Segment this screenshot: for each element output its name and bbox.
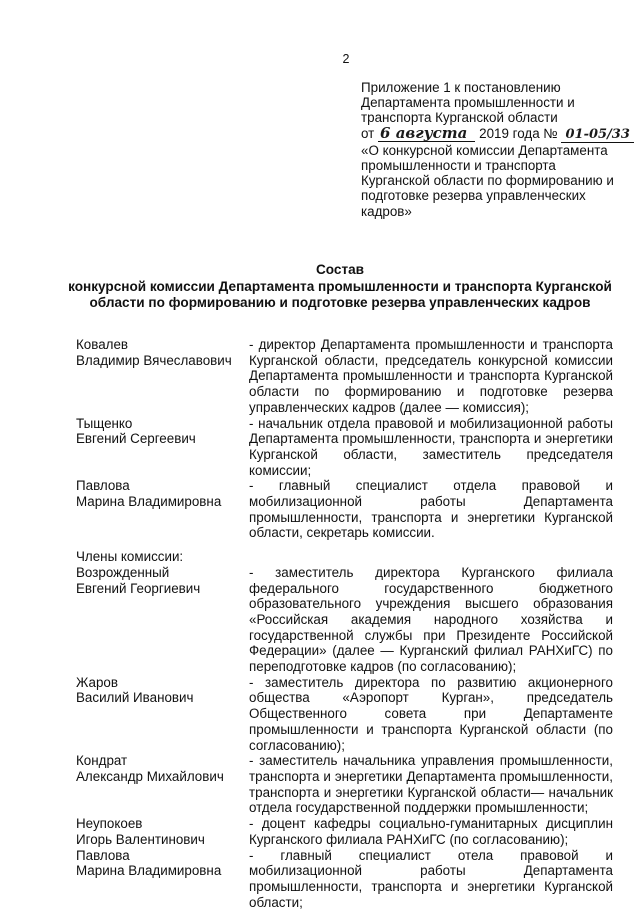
member-role: - начальник отдела правовой и мобилизационной работы Департамента промышленности, транспорта и энергетики Курганской области, заместитель председателя комиссии; [249,416,613,479]
member-surname: Жаров [76,675,249,691]
header-subject-line: подготовке резерва управленческих [361,188,621,203]
member-role: - главный специалист отдела правовой и мобилизационной работы Департамента промышленности, транспорта и энергетики Курганской области, секретарь комиссии. [249,478,613,541]
title-line: Состав [60,262,620,279]
member-name [76,478,249,541]
member-role: - главный специалист отела правовой и мобилизационной работы Департамента промышленности, транспорта и энергетики Курганской области; [249,848,613,910]
list-item [76,337,616,416]
member-name [76,337,249,416]
handwritten-number: 01-05/33 [561,127,633,143]
member-surname: Неупокоев [76,816,249,832]
member-given-name: Александр Михайлович [76,769,249,785]
member-surname: Ковалев [76,337,249,353]
header-subject-line: промышленности и транспорта [361,158,621,173]
header-line: транспорта Курганской области [361,110,621,125]
list-item [76,816,616,847]
member-name [76,753,249,816]
appendix-header [361,80,621,219]
year-text: 2019 года № [479,126,558,141]
from-label: от [361,126,374,141]
member-given-name: Евгений Сергеевич [76,431,249,447]
header-subject-line: кадров» [361,204,621,219]
member-role: - заместитель директора Курганского филиала федерального государственного бюджетного образовательного учреждения высшего образования «Российская академия народного хозяйства и государственной службы при Президенте Российской Федерации» (далее — Курганский филиал РАНХиГС) по переподготовке кадров (по согласованию); [249,565,613,675]
list-item [76,848,616,910]
title-line: области по формированию и подготовке резерва управленческих кадров [60,295,620,312]
list-item [76,753,616,816]
handwritten-date: 6 августа [378,126,475,142]
member-name [76,416,249,479]
page-number: 2 [336,52,356,66]
member-role: - заместитель начальника управления промышленности, транспорта и энергетики Департамента промышленности, транспорта и энергетики Курганской области— начальник отдела государственной поддержки промышленности; [249,753,613,816]
member-given-name: Игорь Валентинович [76,832,249,848]
member-surname: Возрожденный [76,565,249,581]
title-line: конкурсной комиссии Департамента промышленности и транспорта Курганской [60,279,620,296]
member-surname: Тыщенко [76,416,249,432]
document-title [60,262,620,312]
member-name [76,675,249,754]
commission-list [76,337,616,910]
member-given-name: Марина Владимировна [76,494,249,510]
list-item [76,675,616,754]
member-given-name: Марина Владимировна [76,863,249,879]
member-role: - доцент кафедры социально-гуманитарных дисциплин Курганского филиала РАНХиГС (по согласованию); [249,816,613,847]
member-given-name: Владимир Вячеславович [76,353,249,369]
member-surname: Павлова [76,848,249,864]
header-subject-line: Курганской области по формированию и [361,173,621,188]
member-name [76,816,249,847]
header-line: Департамента промышленности и [361,95,621,110]
list-item [76,416,616,479]
header-line: Приложение 1 к постановлению [361,80,621,95]
member-role: - директор Департамента промышленности и транспорта Курганской области, председатель конкурсной комиссии Департамента промышленности и транспорта Курганской области по формированию и подготовке резерва управленческих кадров (далее — комиссия); [249,337,613,416]
header-subject-line: «О конкурсной комиссии Департамента [361,143,621,158]
members-heading: Члены комиссии: [76,549,616,565]
member-given-name: Евгений Георгиевич [76,581,249,597]
header-date-line [361,126,621,143]
member-surname: Павлова [76,478,249,494]
list-item [76,478,616,541]
member-surname: Кондрат [76,753,249,769]
member-name [76,848,249,910]
member-role: - заместитель директора по развитию акционерного общества «Аэропорт Курган», председатель Общественного совета при Департаменте промышленности и транспорта Курганской области (по согласованию); [249,675,613,754]
member-name [76,565,249,675]
spacer [76,541,616,547]
member-given-name: Василий Иванович [76,690,249,706]
list-item [76,565,616,675]
